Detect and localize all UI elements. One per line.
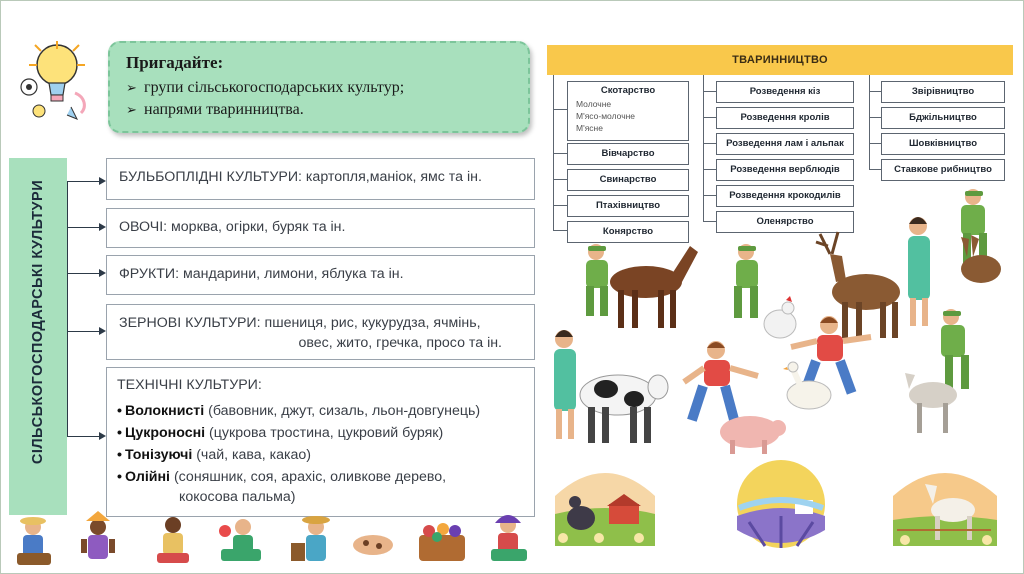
arrow-right-icon bbox=[99, 177, 106, 185]
farm-landscape-badges bbox=[549, 456, 1011, 550]
livestock-llamas: Розведення лам і альпак bbox=[716, 133, 854, 155]
arrow-bullet-icon: ➢ bbox=[126, 80, 137, 95]
technical-item: • Олійні (соняшник, соя, арахіс, оливкове дерево, bbox=[117, 469, 447, 485]
reminder-item: ➢ групи сільськогосподарських культур; bbox=[126, 79, 405, 96]
connector-line bbox=[553, 153, 567, 154]
livestock-fish-farming: Ставкове рибництво bbox=[881, 159, 1005, 181]
livestock-camels: Розведення верблюдів bbox=[716, 159, 854, 181]
connector-line bbox=[869, 143, 881, 144]
technical-item-continued: кокосова пальма) bbox=[179, 489, 296, 505]
connector-line bbox=[703, 91, 716, 92]
crop-group-fruits: ФРУКТИ: мандарини, лимони, яблука та ін. bbox=[106, 255, 535, 295]
livestock-beekeeping: Бджільництво bbox=[881, 107, 1005, 129]
livestock-sheep: Вівчарство bbox=[567, 143, 689, 165]
livestock-goats: Розведення кіз bbox=[716, 81, 854, 103]
farm-animals-illustration bbox=[546, 187, 1021, 455]
crop-group-grains: ЗЕРНОВІ КУЛЬТУРИ: пшениця, рис, кукурудза, ячмінь, овес, жито, гречка, просо та ін. bbox=[106, 304, 535, 360]
livestock-crocodiles: Розведення крокодилів bbox=[716, 185, 854, 207]
connector-line bbox=[703, 169, 716, 170]
connector-line bbox=[553, 109, 567, 110]
livestock-rabbits: Розведення кролів bbox=[716, 107, 854, 129]
connector-line bbox=[869, 117, 881, 118]
reminder-box bbox=[108, 41, 530, 133]
lightbulb-idea-icon bbox=[15, 35, 97, 121]
reminder-item: ➢ напрями тваринництва. bbox=[126, 101, 304, 118]
livestock-header: ТВАРИННИЦТВО bbox=[547, 45, 1013, 75]
crops-header: СІЛЬСЬКОГОСПОДАРСЬКІ КУЛЬТУРИ bbox=[9, 158, 67, 515]
arrow-bullet-icon: ➢ bbox=[126, 102, 137, 117]
arrow-right-icon bbox=[99, 223, 106, 231]
technical-item: • Цукроносні (цукрова тростина, цукровий буряк) bbox=[117, 425, 444, 441]
technical-title: ТЕХНІЧНІ КУЛЬТУРИ: bbox=[117, 377, 262, 393]
reminder-title: Пригадайте: bbox=[126, 53, 224, 72]
connector-line bbox=[67, 436, 101, 437]
livestock-cattle: Скотарство Молочне М'ясо-молочне М'ясне bbox=[567, 81, 689, 141]
livestock-sericulture: Шовківництво bbox=[881, 133, 1005, 155]
connector-line bbox=[869, 91, 881, 92]
arrow-right-icon bbox=[99, 327, 106, 335]
connector-line bbox=[869, 169, 881, 170]
connector-line bbox=[67, 273, 101, 274]
connector-line bbox=[67, 181, 101, 182]
connector-line bbox=[67, 181, 68, 436]
connector-line bbox=[703, 117, 716, 118]
farmer-figures-icon bbox=[11, 509, 541, 571]
connector-line bbox=[67, 227, 101, 228]
livestock-reindeer: Оленярство bbox=[716, 211, 854, 233]
arrow-right-icon bbox=[99, 269, 106, 277]
crop-group-vegetables: ОВОЧІ: морква, огірки, буряк та ін. bbox=[106, 208, 535, 248]
connector-line bbox=[703, 143, 716, 144]
arrow-right-icon bbox=[99, 432, 106, 440]
connector-line bbox=[67, 331, 101, 332]
livestock-horses: Конярство bbox=[567, 221, 689, 243]
livestock-pigs: Свинарство bbox=[567, 169, 689, 191]
crop-group-technical bbox=[106, 367, 535, 517]
connector-line bbox=[869, 75, 870, 170]
livestock-poultry: Птахівництво bbox=[567, 195, 689, 217]
technical-item: • Тонізуючі (чай, кава, какао) bbox=[117, 447, 312, 463]
livestock-fur-farming: Звірівництво bbox=[881, 81, 1005, 103]
technical-item: • Волокнисті (бавовник, джут, сизаль, льон-довгунець) bbox=[117, 403, 481, 419]
crop-group-tubers: БУЛЬБОПЛІДНІ КУЛЬТУРИ: картопля,маніок, ямс та ін. bbox=[106, 158, 535, 200]
connector-line bbox=[553, 179, 567, 180]
